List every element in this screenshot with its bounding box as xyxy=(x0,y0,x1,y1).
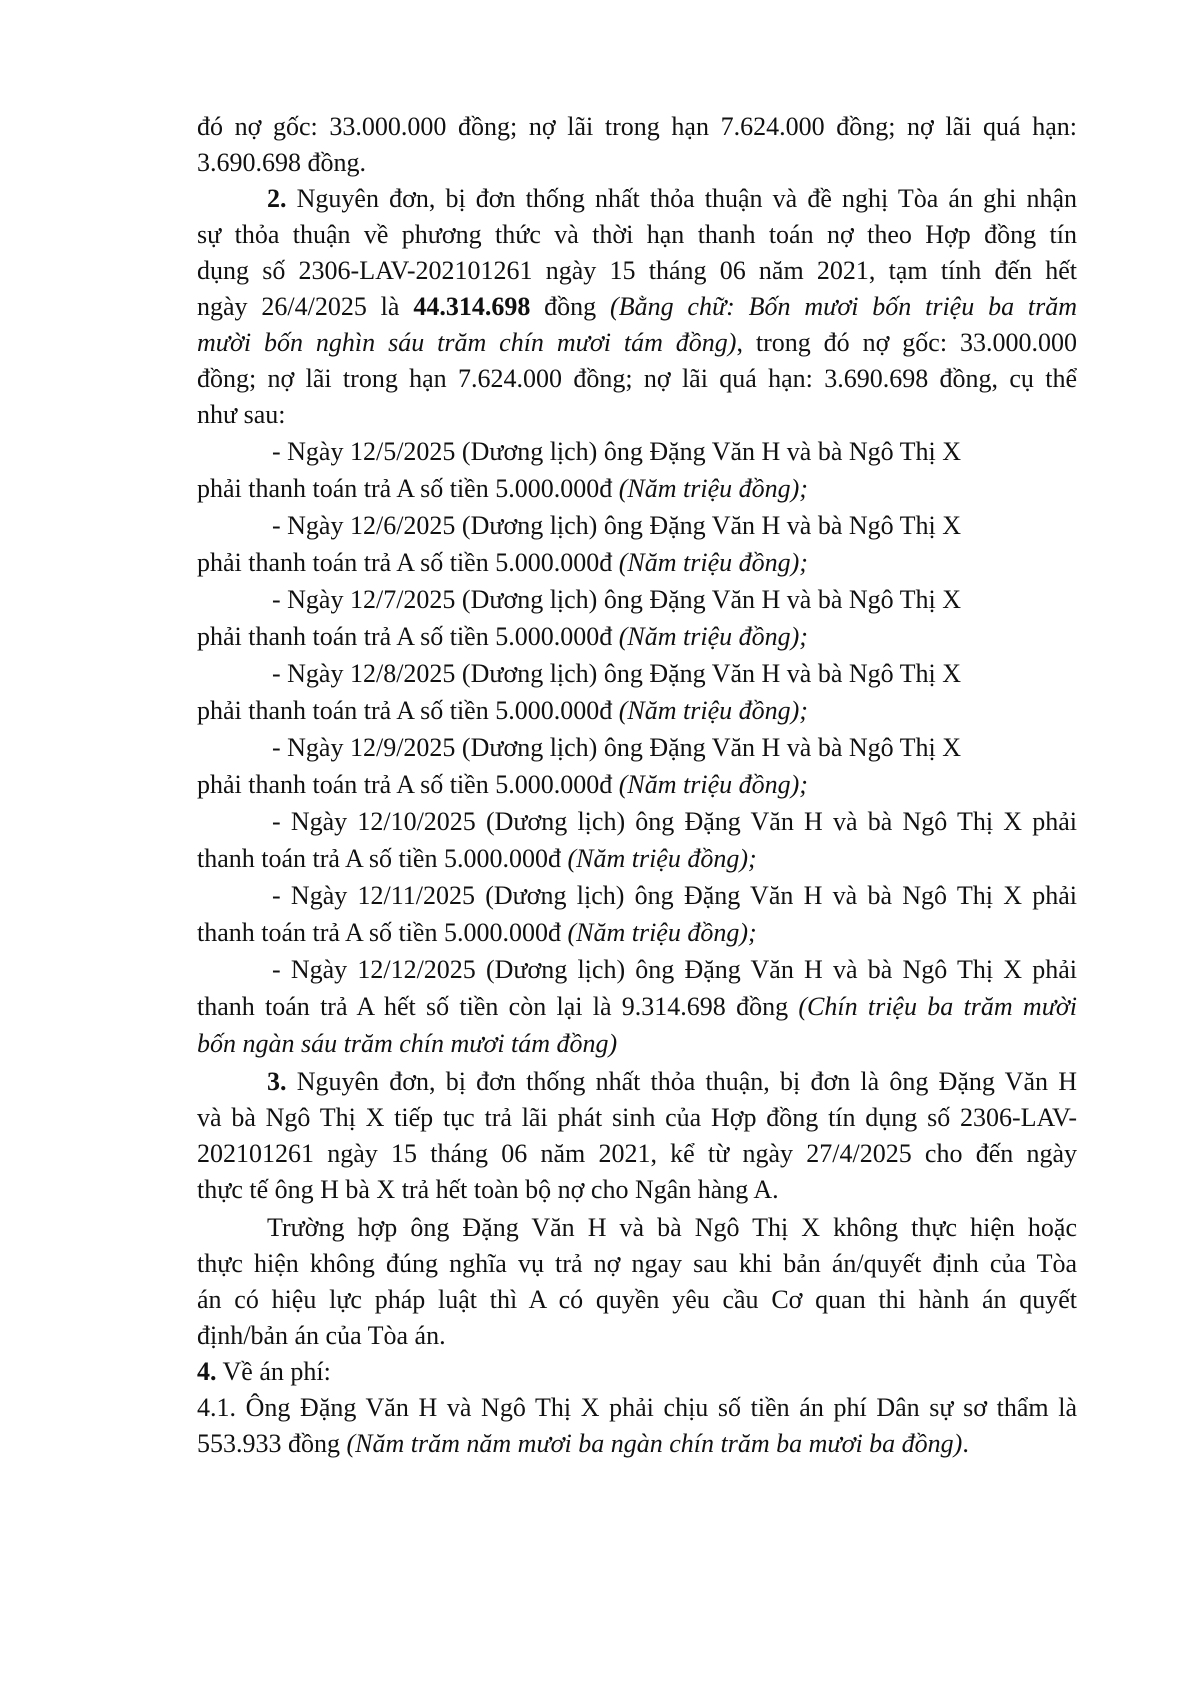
line-text: ngày 26/4/2025 là xyxy=(197,292,400,321)
line-text: - Ngày 12/9/2025 (Dương lịch) ông Đặng Văn H và bà Ngô Thị X xyxy=(272,733,962,762)
paragraph-first-line xyxy=(267,1213,1077,1245)
line-text: - Ngày 12/12/2025 (Dương lịch) ông Đặng Văn H và bà Ngô Thị X phải xyxy=(272,955,1077,984)
paragraph-line xyxy=(197,112,1077,144)
amount-in-words: (Năm triệu đồng); xyxy=(618,696,808,725)
line-text: 202101261 ngày 15 tháng 06 năm 2021, kể từ ngày 27/4/2025 cho đến ngày xyxy=(197,1139,1077,1168)
amount-in-words: (Chín triệu ba trăm mười xyxy=(798,992,1077,1021)
line-text: - Ngày 12/11/2025 (Dương lịch) ông Đặng Văn H và bà Ngô Thị X phải xyxy=(272,881,1077,910)
paragraph-line xyxy=(197,1393,1077,1425)
paragraph-line xyxy=(197,1429,1077,1461)
section-4-heading xyxy=(197,1357,1077,1389)
amount-in-words: (Năm triệu đồng); xyxy=(618,548,808,577)
amount-in-words: (Bằng chữ: Bốn mươi bốn triệu ba trăm xyxy=(610,292,1078,321)
amount-in-words: (Năm triệu đồng); xyxy=(618,770,808,799)
line-text: thanh toán trả A số tiền 5.000.000đ xyxy=(197,844,561,873)
line-text: 553.933 đồng xyxy=(197,1429,340,1458)
line-text: đồng xyxy=(544,292,597,321)
line-text: - Ngày 12/5/2025 (Dương lịch) ông Đặng Văn H và bà Ngô Thị X xyxy=(272,437,962,466)
section-number: 3. xyxy=(267,1067,287,1096)
payment-item-line xyxy=(272,585,1077,617)
payment-item-line xyxy=(197,770,1077,802)
line-text: sự thỏa thuận về phương thức và thời hạn thanh toán nợ theo Hợp đồng tín xyxy=(197,220,1077,249)
payment-item-line xyxy=(272,733,1077,765)
line-text: thực hiện không đúng nghĩa vụ trả nợ ngay sau khi bản án/quyết định của Tòa xyxy=(197,1249,1077,1278)
amount-in-words: (Năm triệu đồng); xyxy=(618,474,808,503)
line-text: - Ngày 12/6/2025 (Dương lịch) ông Đặng Văn H và bà Ngô Thị X xyxy=(272,511,962,540)
payment-item-line xyxy=(197,1029,1077,1061)
paragraph-line xyxy=(197,220,1077,252)
line-text: , trong đó nợ gốc: 33.000.000 xyxy=(736,328,1077,357)
payment-item-line xyxy=(197,918,1077,950)
payment-item-line xyxy=(272,437,1077,469)
line-text: phải thanh toán trả A số tiền 5.000.000đ xyxy=(197,548,613,577)
line-text: và bà Ngô Thị X tiếp tục trả lãi phát sinh của Hợp đồng tín dụng số 2306-LAV- xyxy=(197,1103,1077,1132)
paragraph-line xyxy=(197,328,1077,360)
paragraph-line xyxy=(197,292,1077,324)
payment-item-line xyxy=(272,511,1077,543)
paragraph-line xyxy=(197,148,1077,180)
paragraph-line xyxy=(197,1103,1077,1135)
amount-in-words: (Năm triệu đồng); xyxy=(567,844,757,873)
payment-item-line xyxy=(197,474,1077,506)
line-text: án có hiệu lực pháp luật thì A có quyền yêu cầu Cơ quan thi hành án quyết xyxy=(197,1285,1077,1314)
payment-item-line xyxy=(197,844,1077,876)
line-text: phải thanh toán trả A số tiền 5.000.000đ xyxy=(197,770,613,799)
payment-item-line xyxy=(272,807,1077,839)
paragraph-line xyxy=(197,256,1077,288)
line-text: - Ngày 12/8/2025 (Dương lịch) ông Đặng Văn H và bà Ngô Thị X xyxy=(272,659,962,688)
payment-item-line xyxy=(197,696,1077,728)
line-text: đồng; nợ lãi trong hạn 7.624.000 đồng; nợ lãi quá hạn: 3.690.698 đồng, cụ thể xyxy=(197,364,1077,393)
line-text: đó nợ gốc: 33.000.000 đồng; nợ lãi trong hạn 7.624.000 đồng; nợ lãi quá hạn: xyxy=(197,112,1077,141)
paragraph-line xyxy=(197,1321,1077,1353)
line-text: định/bản án của Tòa án. xyxy=(197,1321,446,1350)
payment-item-line xyxy=(272,881,1077,913)
payment-item-line xyxy=(197,622,1077,654)
line-text: Nguyên đơn, bị đơn thống nhất thỏa thuận, bị đơn là ông Đặng Văn H xyxy=(296,1067,1077,1096)
section-number: 2. xyxy=(267,184,287,213)
line-text: . xyxy=(962,1429,969,1458)
line-text: Về án phí: xyxy=(222,1357,331,1386)
paragraph-line xyxy=(197,1249,1077,1281)
section-2-first-line xyxy=(267,184,1077,216)
amount-in-words: (Năm triệu đồng); xyxy=(567,918,757,947)
paragraph-line xyxy=(197,1139,1077,1171)
payment-item-line xyxy=(197,992,1077,1024)
paragraph-line xyxy=(197,1175,1077,1207)
line-text: 3.690.698 đồng. xyxy=(197,148,366,177)
amount-in-words: bốn ngàn sáu trăm chín mươi tám đồng) xyxy=(197,1029,618,1058)
amount-in-words: (Năm triệu đồng); xyxy=(618,622,808,651)
line-text: - Ngày 12/7/2025 (Dương lịch) ông Đặng Văn H và bà Ngô Thị X xyxy=(272,585,962,614)
line-text: như sau: xyxy=(197,400,286,429)
line-text: phải thanh toán trả A số tiền 5.000.000đ xyxy=(197,696,613,725)
payment-item-line xyxy=(272,659,1077,691)
total-amount: 44.314.698 xyxy=(413,292,531,321)
paragraph-line xyxy=(197,364,1077,396)
line-text: thanh toán trả A số tiền 5.000.000đ xyxy=(197,918,561,947)
line-text: Trường hợp ông Đặng Văn H và bà Ngô Thị X không thực hiện hoặc xyxy=(267,1213,1077,1242)
amount-in-words: mười bốn nghìn sáu trăm chín mươi tám đồng) xyxy=(197,328,737,357)
line-text: phải thanh toán trả A số tiền 5.000.000đ xyxy=(197,622,613,651)
line-text: thanh toán trả A hết số tiền còn lại là 9.314.698 đồng xyxy=(197,992,789,1021)
payment-item-line xyxy=(197,548,1077,580)
line-text: thực tế ông H bà X trả hết toàn bộ nợ cho Ngân hàng A. xyxy=(197,1175,779,1204)
amount-in-words: (Năm trăm năm mươi ba ngàn chín trăm ba mươi ba đồng) xyxy=(346,1429,963,1458)
line-text: 4.1. Ông Đặng Văn H và Ngô Thị X phải chịu số tiền án phí Dân sự sơ thẩm là xyxy=(197,1393,1077,1422)
line-text: phải thanh toán trả A số tiền 5.000.000đ xyxy=(197,474,613,503)
section-number: 4. xyxy=(197,1357,217,1386)
payment-item-line xyxy=(272,955,1077,987)
paragraph-line xyxy=(197,400,1077,432)
paragraph-line xyxy=(197,1285,1077,1317)
section-3-first-line xyxy=(267,1067,1077,1099)
line-text: Nguyên đơn, bị đơn thống nhất thỏa thuận và đề nghị Tòa án ghi nhận xyxy=(296,184,1077,213)
line-text: dụng số 2306-LAV-202101261 ngày 15 tháng 06 năm 2021, tạm tính đến hết xyxy=(197,256,1077,285)
line-text: - Ngày 12/10/2025 (Dương lịch) ông Đặng Văn H và bà Ngô Thị X phải xyxy=(272,807,1077,836)
